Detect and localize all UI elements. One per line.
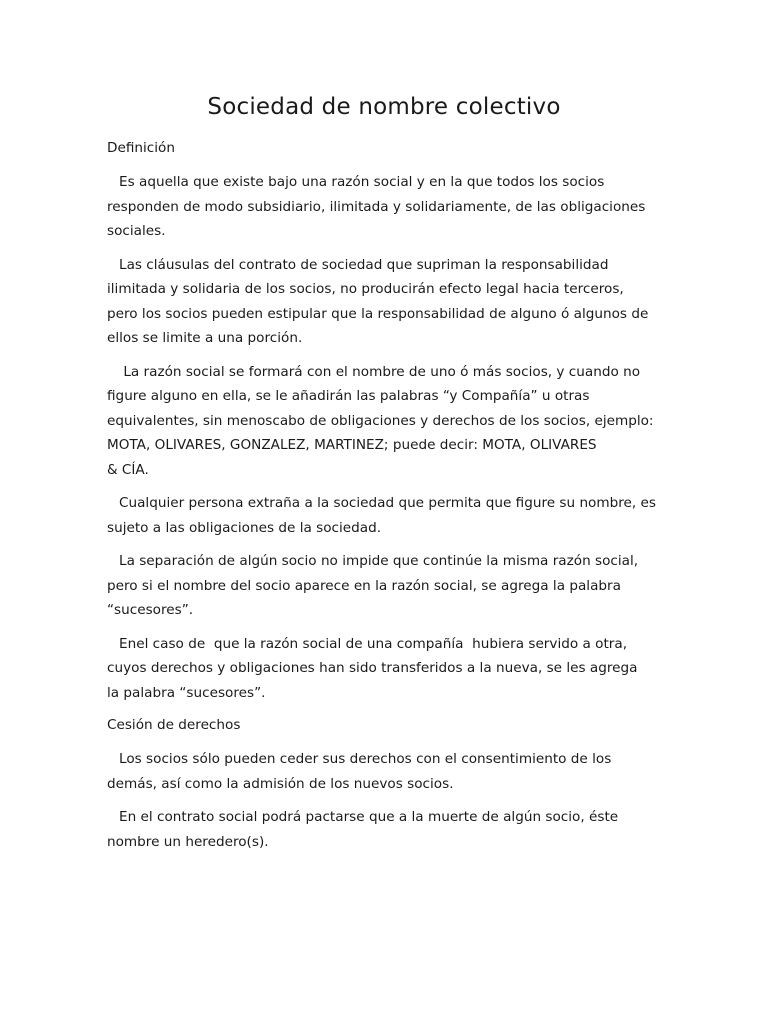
- paragraph: [107, 170, 672, 244]
- text-line: la palabra “sucesores”.: [107, 684, 266, 701]
- text-line: La razón social se formará con el nombre de uno ó más socios, y cuando no: [119, 363, 641, 380]
- text-line: MOTA, OLIVARES, GONZALEZ, MARTINEZ; puede decir: MOTA, OLIVARES: [107, 437, 597, 453]
- text-line: sociales.: [107, 223, 166, 239]
- text-line: Las cláusulas del contrato de sociedad que supriman la responsabilidad: [119, 256, 609, 273]
- section-heading-definicion: Definición: [107, 140, 175, 156]
- text-line: ilimitada y solidaria de los socios, no producirán efecto legal hacia terceros,: [107, 281, 624, 297]
- paragraph: [107, 747, 672, 796]
- text-line: ellos se limite a una porción.: [107, 330, 303, 346]
- document-body: [107, 137, 672, 863]
- paragraph: [107, 360, 672, 483]
- text-line: pero si el nombre del socio aparece en la razón social, se agrega la palabra: [107, 577, 621, 594]
- text-line: La separación de algún socio no impide que continúe la misma razón social,: [119, 553, 639, 569]
- paragraph: [107, 805, 672, 854]
- paragraph: [107, 253, 672, 351]
- text-line: Enel caso de que la razón social de una compañía hubiera servido a otra,: [119, 635, 628, 652]
- paragraph: [107, 549, 672, 623]
- text-line: Es aquella que existe bajo una razón social y en la que todos los socios: [119, 174, 605, 190]
- text-line: Cualquier persona extraña a la sociedad que permita que figure su nombre, es: [119, 495, 656, 511]
- paragraph: [107, 491, 672, 540]
- document-title: Sociedad de nombre colectivo: [207, 94, 561, 120]
- section-heading-cesion-de-derechos: Cesión de derechos: [107, 717, 241, 733]
- text-line: nombre un heredero(s).: [107, 833, 269, 850]
- text-line: equivalentes, sin menoscabo de obligaciones y derechos de los socios, ejemplo:: [107, 412, 654, 429]
- text-line: “sucesores”.: [107, 602, 194, 618]
- text-line: cuyos derechos y obligaciones han sido transferidos a la nueva, se les agrega: [107, 660, 638, 676]
- text-line: responden de modo subsidiario, ilimitada y solidariamente, de las obligaciones: [107, 198, 646, 215]
- text-line: demás, así como la admisión de los nuevos socios.: [107, 775, 454, 792]
- text-line: En el contrato social podrá pactarse que a la muerte de algún socio, éste: [119, 809, 619, 825]
- text-line: figure alguno en ella, se le añadirán las palabras “y Compañía” u otras: [107, 388, 590, 404]
- text-line: Los socios sólo pueden ceder sus derechos con el consentimiento de los: [119, 751, 612, 767]
- text-line: pero los socios pueden estipular que la responsabilidad de alguno ó algunos de: [107, 305, 649, 322]
- text-line: & CÍA.: [107, 461, 149, 478]
- paragraph: [107, 632, 672, 706]
- text-line: sujeto a las obligaciones de la sociedad.: [107, 519, 382, 536]
